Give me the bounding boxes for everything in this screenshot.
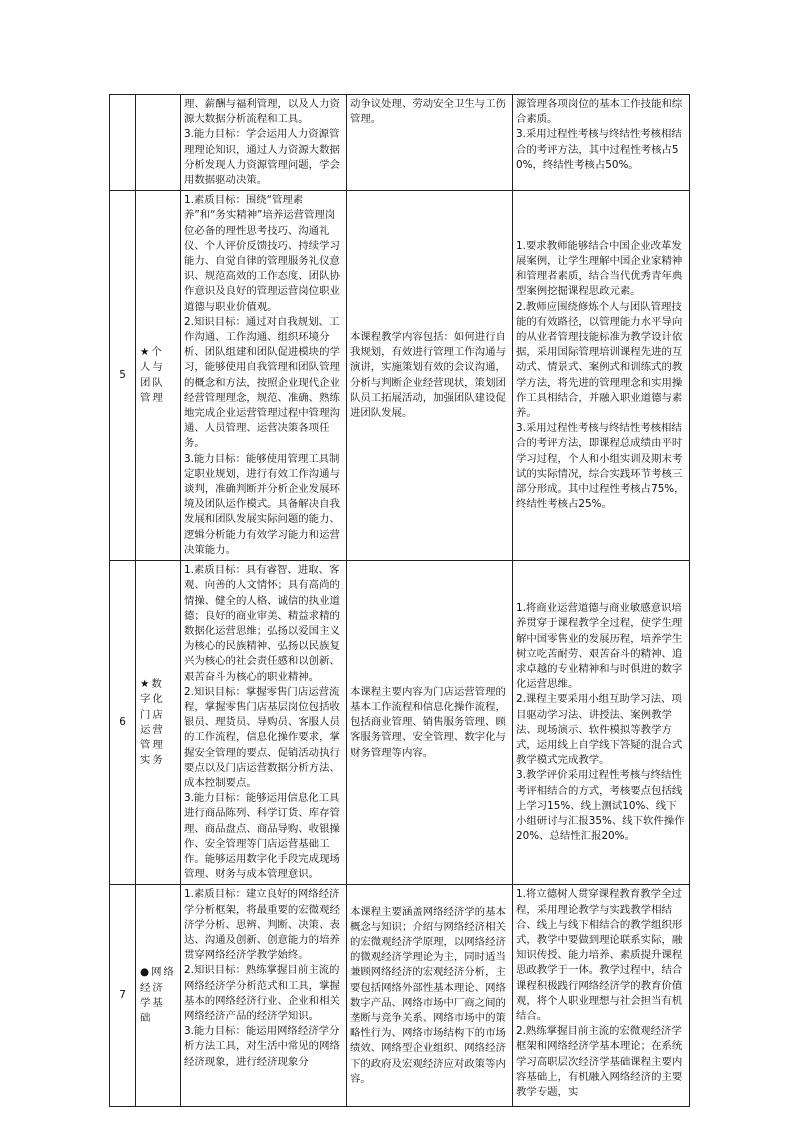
row-number: 7 <box>110 885 136 1107</box>
course-content: 本课程主要涵盖网络经济学的基本概念与知识；介绍与网络经济相关的宏微观经济学原理，以网络经济的微观经济学理论为主，同时适当兼顾网络经济的宏观经济分析，主要包括网络外部性基本理论、网络数字产品、网络市场中厂商之间的垄断与竞争关系、网络市场中的策略性行为、网络市场结构下的市场绩效、网络型企业组织、网络经济下的政府及宏观经济应对政策等内容。 <box>347 885 513 1107</box>
course-name: ★数字化门店运营管理实务 <box>136 561 181 885</box>
course-requirements <box>513 95 690 191</box>
requirement-item: 1.将立德树人贯穿课程教育教学全过程，采用理论教学与实践教学相结合、线上与线下相结合的教学组织形式，教学中要做到理论联系实际，融知识传授、能力培养、素质提升课程思政教学于一体。教学过程中，结合课程积极践行网络经济学的教育价值观，将个人职业理想与社会担当有机结合。 <box>516 888 683 1022</box>
requirement-item: 1.将商业运营道德与商业敏感意识培养贯穿于课程教学全过程，使学生理解中国零售业的发展历程，培养学生树立吃苦耐劳、艰苦奋斗的精神、追求卓越的专业精神和与时俱进的数字化运营思维。 <box>516 602 683 691</box>
table-row <box>110 885 690 1107</box>
goal-item: 3.能力目标：能运用网络经济学分析方法工具，对生活中常见的网络经济现象，进行经济现象分 <box>184 1025 340 1068</box>
course-goals <box>181 561 347 885</box>
course-goals <box>181 191 347 561</box>
course-content: 本课程主要内容为门店运营管理的基本工作流程和信息化操作流程，包括商业管理、销售服务管理、顾客服务管理、安全管理、数字化与财务管理等内容。 <box>347 561 513 885</box>
goal-item: 1.素质目标：建立良好的网络经济学分析框架，将最重要的宏微观经济学分析、思辨、判断、决策、表达、沟通及创新、创意能力的培养贯穿网络经济学教学始终。 <box>184 888 340 962</box>
course-requirements <box>513 561 690 885</box>
table-row <box>110 561 690 885</box>
goal-item: 3.能力目标：学会运用人力资源管理理论知识，通过人力资源大数据分析发现人力资源管理问题，学会用数据驱动决策。 <box>184 128 340 187</box>
goal-item: 2.知识目标：通过对自我规划、工作沟通、工作沟通、组织环境分析、团队组建和团队促进模块的学习，能够使用自我管理和团队管理的概念和方法，按照企业现代企业经营管理理念，规范、准确、熟练地完成企业运营管理过程中管理沟通、人员管理、运营决策各项任务。 <box>184 315 340 450</box>
requirement-item: 3.采用过程性考核与终结性考核相结合的考评方法，其中过程性考核占50%，终结性考核占50%。 <box>516 128 682 171</box>
course-name <box>136 95 181 191</box>
requirement-item: 2.熟练掌握目前主流的宏微观经济学框架和网络经济学基本理论；在系统学习高职层次经济学基础课程主要内容基础上，有机融入网络经济的主要教学专题，实 <box>516 1025 683 1098</box>
course-table <box>109 94 690 1107</box>
course-content: 动争议处理、劳动安全卫生与工伤管理。 <box>347 95 513 191</box>
goal-item: 2.知识目标：熟练掌握目前主流的网络经济学分析范式和工具，掌握基本的网络经济行业、企业和相关网络经济产品的经济学知识。 <box>184 964 340 1022</box>
row-number: 6 <box>110 561 136 885</box>
requirement-item: 1.要求教师能够结合中国企业改革发展案例，让学生理解中国企业家精神和管理者素质，结合当代优秀青年典型案例挖掘课程思政元素。 <box>516 239 683 298</box>
course-name: ●网络经济学基础 <box>136 885 181 1107</box>
goal-item: 理、薪酬与福利管理，以及人力资源大数据分析流程和工具。 <box>184 98 340 126</box>
requirement-item: 3.采用过程性考核与终结性考核相结合的考评方法，即课程总成绩由平时学习过程，个人和小组实训及期末考试的实际情况，综合实践环节考核三部分形成。其中过程性考核占75%，终结性考核占25%。 <box>516 422 685 511</box>
course-requirements <box>513 191 690 561</box>
goal-item: 2.知识目标：掌握零售门店运营流程，掌握零售门店基层岗位包括收银员、理货员、导购员、客服人员的工作流程，信息化操作要求，掌握安全管理的要点、促销活动执行要点以及门店运营数据分析方法、成本控制要点。 <box>184 685 340 789</box>
goal-item: 1.素质目标：具有睿智、进取、客观、向善的人文情怀；具有高尚的情操、健全的人格、诚信的执业道德；良好的商业审美、精益求精的数据化运营思维；弘扬以爱国主义为核心的民族精神、弘扬以民族复兴为核心的社会责任感和以创新、艰苦奋斗为核心的职业精神。 <box>184 564 340 683</box>
requirement-item: 2.教师应围绕修炼个人与团队管理技能的有效路径，以管理能力水平导向的从业者管理技能标准为教学设计依据，采用国际管理培训课程先进的互动式、情景式、案例式和训练式的教学方法，将先进的管理理念和实用操作工具相结合，并融入职业道德与素养。 <box>516 300 683 420</box>
course-name: ★个人与团队管理 <box>136 191 181 561</box>
requirement-item: 3.教学评价采用过程性考核与终结性考评相结合的方式，考核要点包括线上学习15%、线上测试10%、线下小组研讨与汇报35%、线下软件操作20%、总结性汇报20%。 <box>516 769 685 843</box>
course-content: 本课程教学内容包括：如何进行自我规划，有效进行管理工作沟通与演讲，实施策划有效的会议沟通，分析与判断企业经营现状，策划团队员工拓展活动，加强团队建设促进团队发展。 <box>347 191 513 561</box>
course-goals <box>181 885 347 1107</box>
requirement-item: 2.课程主要采用小组互助学习法、项目驱动学习法、讲授法、案例教学法、现场演示、软件模拟等教学方式，运用线上自学线下答疑的混合式教学模式完成教学。 <box>516 693 683 767</box>
goal-item: 1.素质目标：围绕“管理素养”和“务实精神”培养运营管理岗位必备的理性思考技巧、沟通礼仪、个人评价反馈技巧、持续学习能力、自觉自律的管理服务礼仪意识、规范高效的工作态度、团队协作意识及良好的管理运营岗位职业道德与职业价值观。 <box>184 194 340 313</box>
row-number <box>110 95 136 191</box>
table-row <box>110 95 690 191</box>
course-requirements <box>513 885 690 1107</box>
course-goals <box>181 95 347 191</box>
requirement-item: 源管理各项岗位的基本工作技能和综合素质。 <box>516 98 683 126</box>
goal-item: 3.能力目标：能够使用管理工具制定职业规划，进行有效工作沟通与谈判，准确判断并分析企业发展环境及团队运作模式。具备解决自我发展和团队发展实际问题的能力、逻辑分析能力有效学习能力和运营决策能力。 <box>184 452 340 556</box>
goal-item: 3.能力目标：能够运用信息化工具进行商品陈列、科学订货、库存管理、商品盘点、商品导购、收银操作、安全管理等门店运营基础工作。能够运用数字化手段完成现场管理、财务与成本管理意识。 <box>184 792 340 881</box>
row-number: 5 <box>110 191 136 561</box>
table-row <box>110 191 690 561</box>
